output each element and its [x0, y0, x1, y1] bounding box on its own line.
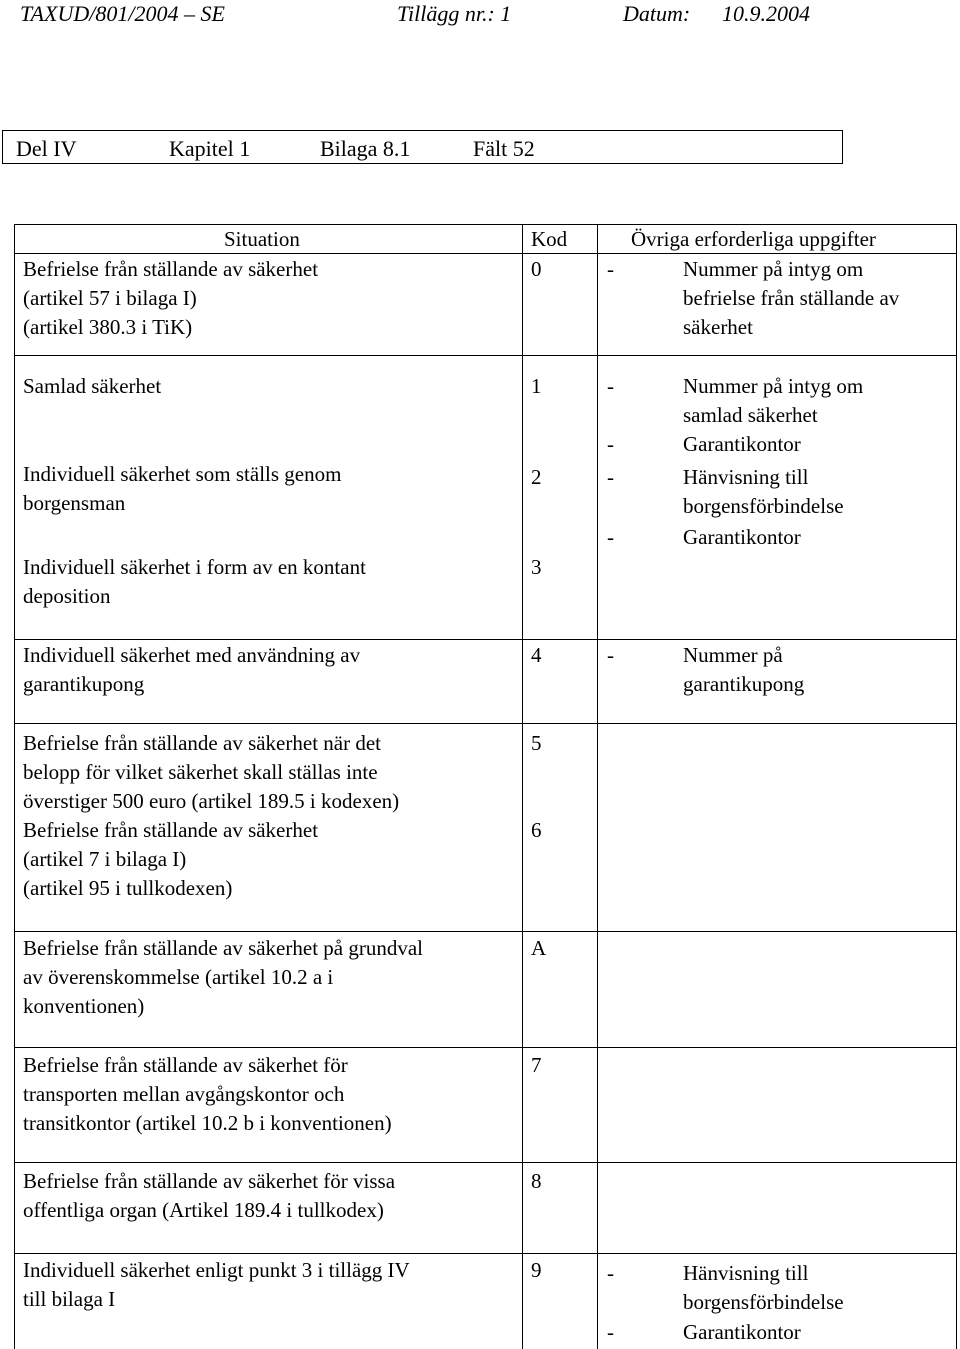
- code-value: 7: [531, 1053, 542, 1077]
- other-details-text: Nummer på intyg om samlad säkerhet: [683, 374, 864, 427]
- code-value: 8: [531, 1169, 542, 1193]
- dash-marker: -: [607, 1320, 614, 1344]
- page-header: [0, 0, 960, 30]
- situation-text: Individuell säkerhet enligt punkt 3 i tillägg IV till bilaga I: [23, 1258, 410, 1311]
- row-divider: [14, 1253, 957, 1254]
- code-value: 4: [531, 643, 542, 667]
- date-value: 10.9.2004: [722, 1, 810, 26]
- situation-text: Individuell säkerhet som ställs genom borgensman: [23, 462, 342, 515]
- document-reference: TAXUD/801/2004 – SE: [20, 1, 225, 26]
- supplement-number: Tillägg nr.: 1: [397, 1, 512, 26]
- other-details-text: Nummer på intyg om befrielse från ställande av säkerhet: [683, 257, 900, 339]
- code-value: 2: [531, 465, 542, 489]
- dash-marker: -: [607, 465, 614, 489]
- banner-part: Del IV: [16, 136, 77, 161]
- header-other-details: Övriga erforderliga uppgifter: [631, 227, 876, 251]
- header-situation: Situation: [224, 227, 300, 251]
- other-details-text: Nummer på garantikupong: [683, 643, 805, 696]
- code-value: A: [531, 936, 547, 960]
- situation-text: Befrielse från ställande av säkerhet (artikel 7 i bilaga I) (artikel 95 i tullkodexen): [23, 818, 319, 900]
- dash-marker: -: [607, 1261, 614, 1285]
- code-value: 9: [531, 1258, 542, 1282]
- situation-text: Individuell säkerhet i form av en kontant deposition: [23, 555, 366, 608]
- code-value: 5: [531, 731, 542, 755]
- other-details-text: Hänvisning till borgensförbindelse: [683, 465, 844, 518]
- situation-text: Befrielse från ställande av säkerhet för transporten mellan avgångskontor och transitkontor (artikel 10.2 b i konventionen): [23, 1053, 392, 1135]
- code-value: 1: [531, 374, 542, 398]
- guarantee-office-text: Garantikontor: [683, 432, 801, 456]
- other-details-text: Hänvisning till borgensförbindelse: [683, 1261, 844, 1314]
- row-divider: [14, 639, 957, 640]
- situation-text: Samlad säkerhet: [23, 374, 162, 398]
- column-divider-1: [522, 224, 523, 1349]
- code-value: 0: [531, 257, 542, 281]
- row-divider: [14, 931, 957, 932]
- row-divider: [14, 1047, 957, 1048]
- dash-marker: -: [607, 525, 614, 549]
- dash-marker: -: [607, 374, 614, 398]
- column-divider-2: [597, 224, 598, 1349]
- dash-marker: -: [607, 257, 614, 281]
- code-value: 3: [531, 555, 542, 579]
- situation-text: Befrielse från ställande av säkerhet för vissa offentliga organ (Artikel 189.4 i tullkodex): [23, 1169, 396, 1222]
- row-divider: [14, 723, 957, 724]
- situation-text: Befrielse från ställande av säkerhet (artikel 57 i bilaga I) (artikel 380.3 i TiK): [23, 257, 319, 339]
- situation-text: Individuell säkerhet med användning av garantikupong: [23, 643, 361, 696]
- situation-text: Befrielse från ställande av säkerhet på grundval av överenskommelse (artikel 10.2 a i konventionen): [23, 936, 423, 1018]
- banner-field: Fält 52: [473, 136, 535, 161]
- header-code: Kod: [531, 227, 568, 251]
- guarantee-office-text: Garantikontor: [683, 525, 801, 549]
- banner-annex: Bilaga 8.1: [320, 136, 411, 161]
- date-label: Datum:: [623, 1, 691, 26]
- dash-marker: -: [607, 643, 614, 667]
- banner-chapter: Kapitel 1: [169, 136, 251, 161]
- situation-text: Befrielse från ställande av säkerhet när det belopp för vilket säkerhet skall ställas inte överstiger 500 euro (artikel 189.5 i kodexen): [23, 731, 400, 813]
- row-divider: [14, 1162, 957, 1163]
- code-value: 6: [531, 818, 542, 842]
- dash-marker: -: [607, 432, 614, 456]
- guarantee-office-text: Garantikontor: [683, 1320, 801, 1344]
- row-divider: [14, 355, 957, 356]
- section-banner: [2, 130, 843, 164]
